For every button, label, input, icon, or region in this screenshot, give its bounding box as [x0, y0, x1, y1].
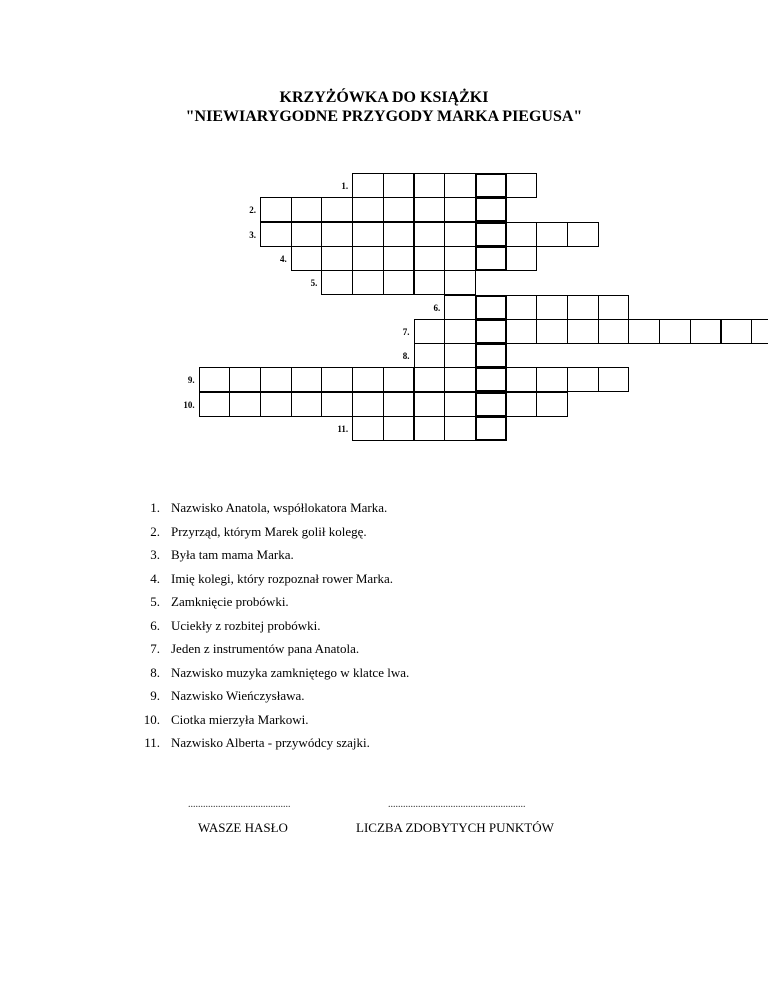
clue-text: Nazwisko muzyka zamkniętego w klatce lwa.	[171, 664, 410, 680]
crossword-cell[interactable]	[321, 197, 353, 222]
clue-item	[138, 547, 698, 571]
crossword-cell[interactable]	[321, 392, 353, 417]
crossword-cell[interactable]	[291, 222, 323, 247]
crossword-cell[interactable]	[414, 416, 446, 441]
clue-text: Zamknięcie probówki.	[171, 594, 289, 609]
crossword-cell[interactable]	[506, 222, 538, 247]
clue-item	[138, 500, 698, 524]
row-number: 7.	[402, 326, 410, 337]
crossword-cell[interactable]	[690, 319, 722, 344]
crossword-cell[interactable]	[321, 367, 353, 392]
clue-number: 4.	[150, 570, 160, 586]
clue-text: Przyrząd, którym Marek golił kolegę.	[171, 523, 367, 539]
row-number: 8.	[402, 351, 410, 362]
crossword-cell[interactable]	[383, 392, 415, 417]
crossword-cell[interactable]	[506, 367, 538, 392]
clue-item	[138, 688, 698, 712]
row-number: 9.	[187, 375, 195, 386]
crossword-cell[interactable]	[506, 173, 538, 198]
clue-list	[138, 500, 698, 759]
crossword-cell[interactable]	[506, 295, 538, 320]
crossword-cell[interactable]	[229, 367, 261, 392]
crossword-cell[interactable]	[383, 246, 415, 271]
crossword-cell[interactable]	[414, 392, 446, 417]
crossword-cell[interactable]	[321, 246, 353, 271]
crossword-cell[interactable]	[352, 246, 384, 271]
crossword-cell[interactable]	[383, 197, 415, 222]
crossword-cell[interactable]	[352, 270, 384, 295]
row-number: 6.	[433, 302, 441, 313]
crossword-cell[interactable]	[383, 270, 415, 295]
crossword-cell[interactable]	[567, 367, 599, 392]
crossword-cell[interactable]	[536, 295, 568, 320]
crossword-cell[interactable]	[414, 343, 446, 368]
clue-text: Uciekły z rozbitej probówki.	[171, 617, 321, 633]
crossword-cell[interactable]	[506, 246, 538, 271]
row-number: 5.	[310, 278, 318, 289]
crossword-cell[interactable]	[444, 173, 476, 198]
clue-item	[138, 571, 698, 595]
clue-number: 2.	[150, 523, 160, 539]
title-line-1: KRZYŻÓWKA DO KSIĄŻKI	[279, 89, 489, 106]
clue-item	[138, 641, 698, 665]
clue-number: 7.	[150, 641, 160, 656]
row-number: 11.	[337, 424, 349, 434]
password-cell[interactable]	[475, 319, 507, 344]
clue-item	[138, 524, 698, 548]
clue-number: 8.	[150, 664, 160, 680]
points-answer-line: .......................................................	[388, 799, 526, 810]
crossword-cell[interactable]	[414, 319, 446, 344]
row-number: 2.	[249, 205, 256, 216]
clue-number: 3.	[150, 547, 160, 562]
crossword-cell[interactable]	[260, 197, 292, 222]
clue-item	[138, 594, 698, 618]
row-number: 10.	[183, 399, 195, 410]
crossword-cell[interactable]	[536, 367, 568, 392]
crossword-cell[interactable]	[383, 367, 415, 392]
crossword-cell[interactable]	[352, 416, 384, 441]
crossword-cell[interactable]	[260, 367, 292, 392]
title-line-2: "NIEWIARYGODNE PRZYGODY MARKA PIEGUSA"	[185, 108, 583, 125]
clue-text: Była tam mama Marka.	[171, 547, 294, 562]
row-number: 1.	[341, 181, 349, 191]
clue-number: 5.	[150, 594, 160, 609]
crossword-cell[interactable]	[260, 392, 292, 417]
row-number: 4.	[279, 253, 287, 264]
clue-text: Nazwisko Wieńczysława.	[171, 688, 305, 703]
clue-item	[138, 735, 698, 759]
crossword-cell[interactable]	[444, 270, 476, 295]
password-cell[interactable]	[475, 367, 507, 392]
points-label: LICZBA ZDOBYTYCH PUNKTÓW	[356, 820, 554, 835]
crossword-cell[interactable]	[598, 367, 630, 392]
crossword-cell[interactable]	[567, 295, 599, 320]
clue-number: 11.	[144, 735, 160, 750]
password-cell[interactable]	[475, 246, 507, 271]
crossword-cell[interactable]	[383, 416, 415, 441]
clue-item	[138, 618, 698, 642]
crossword-cell[interactable]	[444, 392, 476, 417]
password-label: WASZE HASŁO	[198, 820, 288, 835]
clue-text: Nazwisko Anatola, współlokatora Marka.	[171, 500, 388, 515]
crossword-cell[interactable]	[291, 197, 323, 222]
crossword-cell[interactable]	[659, 319, 691, 344]
crossword-cell[interactable]	[628, 319, 660, 344]
crossword-cell[interactable]	[383, 173, 415, 198]
crossword-cell[interactable]	[352, 197, 384, 222]
crossword-cell[interactable]	[444, 222, 476, 247]
crossword-cell[interactable]	[414, 270, 446, 295]
crossword-cell[interactable]	[567, 319, 599, 344]
crossword-cell[interactable]	[352, 367, 384, 392]
password-cell[interactable]	[475, 392, 507, 417]
crossword-cell[interactable]	[321, 270, 353, 295]
crossword-cell[interactable]	[321, 222, 353, 247]
crossword-cell[interactable]	[291, 367, 323, 392]
crossword-cell[interactable]	[506, 319, 538, 344]
crossword-cell[interactable]	[444, 416, 476, 441]
crossword-cell[interactable]	[536, 222, 568, 247]
crossword-cell[interactable]	[444, 367, 476, 392]
clue-item	[138, 712, 698, 736]
clue-number: 9.	[150, 688, 160, 703]
crossword-cell[interactable]	[414, 246, 446, 271]
password-answer-line: .........................................	[188, 799, 291, 810]
password-cell[interactable]	[475, 416, 507, 441]
clue-text: Nazwisko Alberta - przywódcy szajki.	[171, 735, 370, 750]
clue-number: 1.	[150, 500, 160, 515]
crossword-cell[interactable]	[260, 222, 292, 247]
crossword-cell[interactable]	[229, 392, 261, 417]
crossword-cell[interactable]	[414, 197, 446, 222]
clue-item	[138, 665, 698, 689]
clue-text: Imię kolegi, który rozpoznał rower Marka.	[171, 570, 394, 586]
crossword-cell[interactable]	[444, 246, 476, 271]
crossword-cell[interactable]	[536, 392, 568, 417]
crossword-cell[interactable]	[383, 222, 415, 247]
crossword-cell[interactable]	[567, 222, 599, 247]
crossword-cell[interactable]	[444, 197, 476, 222]
crossword-cell[interactable]	[751, 319, 768, 344]
clue-number: 6.	[150, 617, 160, 633]
clue-number: 10.	[143, 711, 160, 727]
crossword-cell[interactable]	[414, 173, 446, 198]
crossword-cell[interactable]	[352, 222, 384, 247]
crossword-cell[interactable]	[598, 319, 630, 344]
password-cell[interactable]	[475, 222, 507, 247]
crossword-cell[interactable]	[444, 295, 476, 320]
crossword-grid	[0, 0, 768, 460]
crossword-cell[interactable]	[414, 367, 446, 392]
crossword-cell[interactable]	[199, 367, 231, 392]
crossword-cell[interactable]	[506, 392, 538, 417]
crossword-cell[interactable]	[291, 392, 323, 417]
crossword-cell[interactable]	[414, 222, 446, 247]
crossword-cell[interactable]	[536, 319, 568, 344]
crossword-cell[interactable]	[352, 173, 384, 198]
crossword-cell[interactable]	[444, 343, 476, 368]
crossword-cell[interactable]	[352, 392, 384, 417]
crossword-cell[interactable]	[291, 246, 323, 271]
crossword-cell[interactable]	[598, 295, 630, 320]
clue-text: Jeden z instrumentów pana Anatola.	[171, 641, 360, 656]
crossword-cell[interactable]	[199, 392, 231, 417]
password-cell[interactable]	[475, 295, 507, 320]
clue-text: Ciotka mierzyła Markowi.	[171, 711, 309, 727]
password-cell[interactable]	[475, 343, 507, 368]
row-number: 3.	[249, 229, 256, 240]
password-cell[interactable]	[475, 197, 507, 222]
crossword-cell[interactable]	[721, 319, 753, 344]
password-cell[interactable]	[475, 173, 507, 198]
crossword-cell[interactable]	[444, 319, 476, 344]
